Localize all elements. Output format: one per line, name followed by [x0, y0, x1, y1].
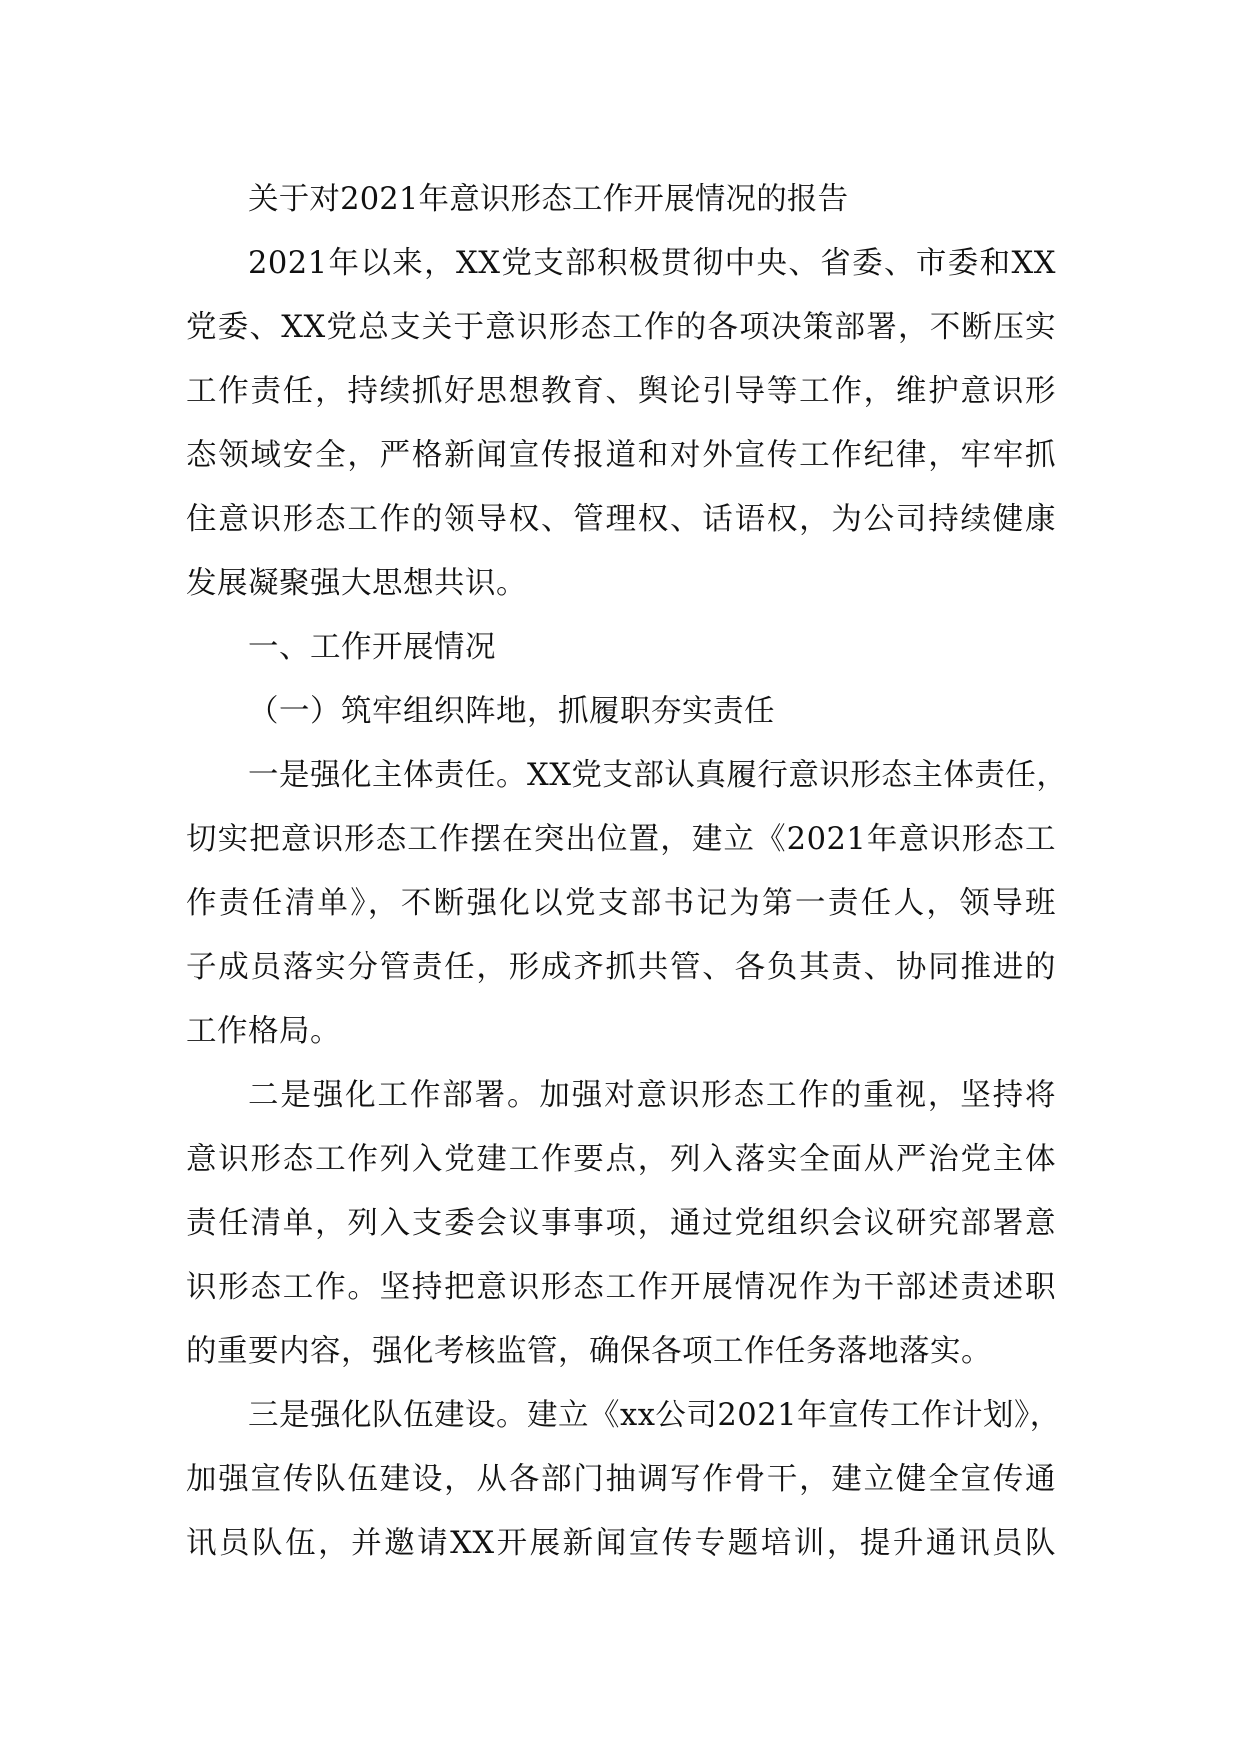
- paragraph-responsibility-line-2: 切实把意识形态工作摆在突出位置，建立《2021年意识形态工: [186, 822, 1056, 857]
- paragraph-responsibility-line-4: 子成员落实分管责任，形成齐抓共管、各负其责、协同推进的: [186, 950, 1056, 985]
- paragraph-intro-line-4: 态领域安全，严格新闻宣传报道和对外宣传工作纪律，牢牢抓: [186, 438, 1056, 473]
- paragraph-intro-line-6: 发展凝聚强大思想共识。: [186, 566, 527, 601]
- paragraph-deployment-line-3: 责任清单，列入支委会议事事项，通过党组织会议研究部署意: [186, 1206, 1056, 1241]
- paragraph-deployment-line-5: 的重要内容，强化考核监管，确保各项工作任务落地落实。: [186, 1334, 992, 1369]
- section-heading-1: 一、工作开展情况: [248, 630, 496, 665]
- paragraph-intro-line-5: 住意识形态工作的领导权、管理权、话语权，为公司持续健康: [186, 502, 1056, 537]
- paragraph-team-line-3: 讯员队伍，并邀请XX开展新闻宣传专题培训，提升通讯员队: [186, 1526, 1056, 1561]
- paragraph-responsibility-line-5: 工作格局。: [186, 1014, 341, 1049]
- paragraph-team-line-1: 三是强化队伍建设。建立《xx公司2021年宣传工作计划》，: [248, 1398, 1061, 1433]
- paragraph-team-line-2: 加强宣传队伍建设，从各部门抽调写作骨干，建立健全宣传通: [186, 1462, 1056, 1497]
- paragraph-intro-line-2: 党委、XX党总支关于意识形态工作的各项决策部署，不断压实: [186, 310, 1056, 345]
- paragraph-intro-line-3: 工作责任，持续抓好思想教育、舆论引导等工作，维护意识形: [186, 374, 1056, 409]
- paragraph-responsibility-line-3: 作责任清单》，不断强化以党支部书记为第一责任人，领导班: [186, 886, 1056, 921]
- paragraph-intro-line-1: 2021年以来，XX党支部积极贯彻中央、省委、市委和XX: [248, 246, 1056, 281]
- paragraph-deployment-line-1: 二是强化工作部署。加强对意识形态工作的重视，坚持将: [248, 1078, 1056, 1113]
- report-title: 关于对2021年意识形态工作开展情况的报告: [248, 182, 849, 217]
- paragraph-deployment-line-2: 意识形态工作列入党建工作要点，列入落实全面从严治党主体: [186, 1142, 1056, 1177]
- document-body: [186, 168, 1068, 1576]
- subsection-heading-1: （一）筑牢组织阵地，抓履职夯实责任: [248, 694, 775, 729]
- paragraph-responsibility-line-1: 一是强化主体责任。XX党支部认真履行意识形态主体责任，: [248, 758, 1068, 793]
- paragraph-deployment-line-4: 识形态工作。坚持把意识形态工作开展情况作为干部述责述职: [186, 1270, 1056, 1305]
